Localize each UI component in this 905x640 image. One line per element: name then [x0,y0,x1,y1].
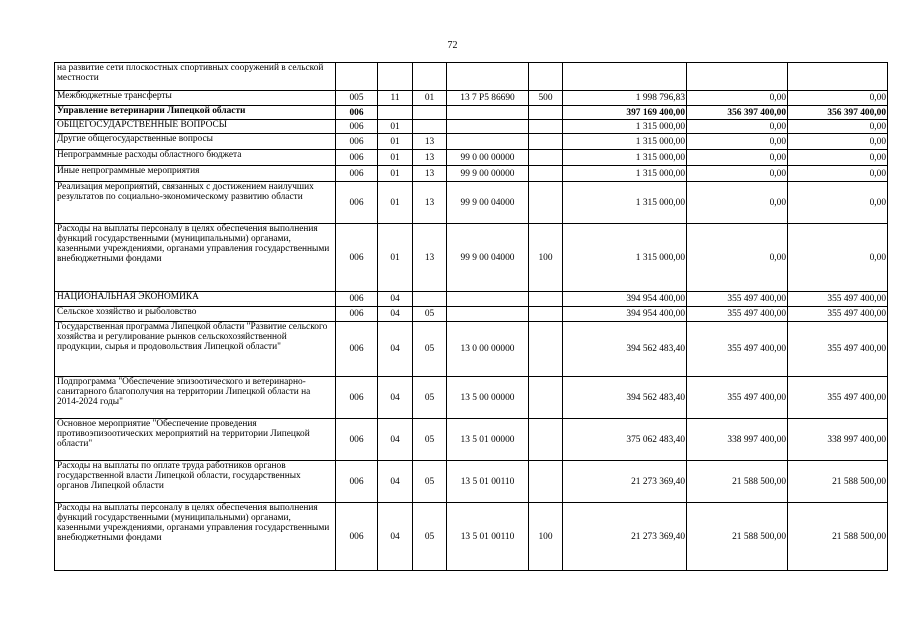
cell-amount-year2: 355 497 400,00 [687,307,788,322]
cell-ved: 006 [336,419,378,461]
cell-ved: 006 [336,503,378,571]
cell-ved: 006 [336,307,378,322]
cell-amount-year1: 394 954 400,00 [563,292,687,307]
cell-amount-year3: 355 497 400,00 [788,292,888,307]
cell-target-article: 99 0 00 00000 [447,150,529,166]
cell-section: 04 [378,503,413,571]
cell-subsection: 05 [413,307,447,322]
cell-amount-year1: 1 315 000,00 [563,166,687,182]
cell-amount-year2: 0,00 [687,91,788,106]
cell-target-article [447,63,529,91]
cell-amount-year2: 338 997 400,00 [687,419,788,461]
cell-section: 01 [378,150,413,166]
cell-expense-type: 100 [529,224,563,292]
table-row [55,134,888,150]
cell-target-article: 13 5 00 00000 [447,377,529,419]
cell-amount-year3: 21 588 500,00 [788,461,888,503]
table-row [55,166,888,182]
cell-name: Реализация мероприятий, связанных с достижением наилучших результатов по социально-экономическому развитию области [55,182,336,224]
cell-target-article: 99 9 00 04000 [447,224,529,292]
cell-name: Подпрограмма "Обеспечение эпизоотического и ветеринарно-санитарного благополучия на территории Липецкой области на 2014-2024 годы" [55,377,336,419]
cell-expense-type [529,106,563,120]
cell-subsection [413,292,447,307]
cell-expense-type [529,182,563,224]
table-row [55,120,888,134]
cell-section: 01 [378,134,413,150]
cell-ved [336,63,378,91]
page-number: 72 [447,40,458,51]
cell-target-article [447,106,529,120]
cell-amount-year3: 0,00 [788,91,888,106]
cell-ved: 006 [336,377,378,419]
cell-name: Непрограммные расходы областного бюджета [55,150,336,166]
cell-amount-year2: 0,00 [687,182,788,224]
cell-amount-year3: 21 588 500,00 [788,503,888,571]
cell-target-article: 13 5 01 00110 [447,461,529,503]
cell-amount-year1: 394 562 483,40 [563,322,687,377]
cell-subsection: 05 [413,377,447,419]
table-row [55,419,888,461]
cell-target-article [447,120,529,134]
cell-section [378,63,413,91]
table-row [55,503,888,571]
table-row [55,224,888,292]
cell-ved: 006 [336,182,378,224]
cell-amount-year3: 0,00 [788,150,888,166]
cell-name: Расходы на выплаты по оплате труда работников органов государственной власти Липецкой области, государственных органов Липецкой области [55,461,336,503]
cell-ved: 006 [336,106,378,120]
cell-section [378,106,413,120]
cell-ved: 006 [336,166,378,182]
cell-amount-year3 [788,63,888,91]
cell-name: Государственная программа Липецкой области "Развитие сельского хозяйства и регулирование рынков сельскохозяйственной продукции, сырья и продовольствия Липецкой области" [55,322,336,377]
cell-ved: 006 [336,461,378,503]
cell-amount-year2 [687,63,788,91]
cell-expense-type [529,461,563,503]
cell-subsection: 13 [413,182,447,224]
cell-amount-year2: 355 497 400,00 [687,322,788,377]
cell-expense-type [529,134,563,150]
cell-amount-year2: 356 397 400,00 [687,106,788,120]
cell-expense-type [529,292,563,307]
table-row [55,106,888,120]
cell-section: 04 [378,419,413,461]
cell-name: Сельское хозяйство и рыболовство [55,307,336,322]
cell-subsection: 05 [413,322,447,377]
cell-section: 04 [378,377,413,419]
cell-section: 04 [378,292,413,307]
cell-amount-year1: 21 273 369,40 [563,461,687,503]
cell-ved: 006 [336,150,378,166]
cell-amount-year3: 0,00 [788,182,888,224]
cell-amount-year1: 1 315 000,00 [563,224,687,292]
cell-amount-year2: 0,00 [687,224,788,292]
cell-amount-year3: 338 997 400,00 [788,419,888,461]
cell-amount-year3: 0,00 [788,166,888,182]
cell-amount-year2: 0,00 [687,150,788,166]
cell-amount-year3: 0,00 [788,134,888,150]
cell-name: ОБЩЕГОСУДАРСТВЕННЫЕ ВОПРОСЫ [55,120,336,134]
cell-amount-year1: 1 998 796,83 [563,91,687,106]
cell-amount-year3: 0,00 [788,224,888,292]
cell-subsection: 01 [413,91,447,106]
cell-subsection: 13 [413,150,447,166]
cell-amount-year1: 1 315 000,00 [563,150,687,166]
cell-expense-type [529,120,563,134]
cell-section: 01 [378,224,413,292]
table-row [55,461,888,503]
cell-target-article: 13 0 00 00000 [447,322,529,377]
cell-ved: 006 [336,120,378,134]
cell-expense-type [529,63,563,91]
cell-expense-type: 500 [529,91,563,106]
cell-name: на развитие сети плоскостных спортивных сооружений в сельской местности [55,63,336,91]
cell-ved: 006 [336,134,378,150]
table-body [55,63,888,571]
cell-ved: 006 [336,322,378,377]
cell-subsection [413,63,447,91]
cell-subsection: 13 [413,224,447,292]
cell-amount-year2: 0,00 [687,120,788,134]
table-row [55,322,888,377]
cell-target-article: 13 5 01 00000 [447,419,529,461]
cell-name: Основное мероприятие "Обеспечение проведения противоэпизоотических мероприятий на территории Липецкой области" [55,419,336,461]
cell-amount-year1: 394 562 483,40 [563,377,687,419]
cell-amount-year1: 21 273 369,40 [563,503,687,571]
cell-ved: 005 [336,91,378,106]
cell-name: НАЦИОНАЛЬНАЯ ЭКОНОМИКА [55,292,336,307]
cell-expense-type [529,150,563,166]
cell-name: Межбюджетные трансферты [55,91,336,106]
cell-amount-year2: 21 588 500,00 [687,503,788,571]
cell-amount-year1: 375 062 483,40 [563,419,687,461]
cell-amount-year3: 355 497 400,00 [788,307,888,322]
cell-amount-year2: 355 497 400,00 [687,377,788,419]
cell-amount-year3: 0,00 [788,120,888,134]
cell-expense-type [529,377,563,419]
cell-expense-type: 100 [529,503,563,571]
table-row [55,63,888,91]
cell-section: 04 [378,322,413,377]
cell-subsection: 13 [413,134,447,150]
cell-subsection [413,120,447,134]
cell-name: Управление ветеринарии Липецкой области [55,106,336,120]
table-row [55,292,888,307]
cell-name: Расходы на выплаты персоналу в целях обеспечения выполнения функций государственными (муниципальными) органами, казенными учреждениями, органами управления государственными внебюджетными фондами [55,503,336,571]
cell-expense-type [529,419,563,461]
cell-target-article: 13 5 01 00110 [447,503,529,571]
cell-amount-year3: 355 497 400,00 [788,322,888,377]
cell-expense-type [529,307,563,322]
cell-name: Другие общегосударственные вопросы [55,134,336,150]
cell-section: 01 [378,182,413,224]
cell-section: 04 [378,307,413,322]
cell-subsection: 05 [413,503,447,571]
cell-target-article: 99 9 00 00000 [447,166,529,182]
cell-ved: 006 [336,224,378,292]
cell-subsection: 05 [413,461,447,503]
cell-name: Иные непрограммные мероприятия [55,166,336,182]
cell-target-article [447,307,529,322]
cell-amount-year3: 355 497 400,00 [788,377,888,419]
cell-amount-year2: 21 588 500,00 [687,461,788,503]
table-row [55,150,888,166]
cell-target-article [447,134,529,150]
cell-expense-type [529,322,563,377]
cell-section: 04 [378,461,413,503]
cell-subsection: 05 [413,419,447,461]
budget-table [54,62,888,571]
cell-amount-year1: 1 315 000,00 [563,134,687,150]
table-row [55,377,888,419]
cell-target-article [447,292,529,307]
cell-amount-year2: 0,00 [687,134,788,150]
cell-subsection [413,106,447,120]
cell-amount-year1: 397 169 400,00 [563,106,687,120]
cell-amount-year1 [563,63,687,91]
table-row [55,307,888,322]
table-row [55,182,888,224]
cell-amount-year1: 1 315 000,00 [563,182,687,224]
cell-target-article: 99 9 00 04000 [447,182,529,224]
cell-target-article: 13 7 P5 86690 [447,91,529,106]
cell-name: Расходы на выплаты персоналу в целях обеспечения выполнения функций государственными (муниципальными) органами, казенными учреждениями, органами управления государственными внебюджетными фондами [55,224,336,292]
cell-expense-type [529,166,563,182]
cell-amount-year3: 356 397 400,00 [788,106,888,120]
cell-amount-year1: 1 315 000,00 [563,120,687,134]
cell-amount-year2: 355 497 400,00 [687,292,788,307]
table-row [55,91,888,106]
cell-section: 11 [378,91,413,106]
cell-subsection: 13 [413,166,447,182]
cell-ved: 006 [336,292,378,307]
cell-amount-year1: 394 954 400,00 [563,307,687,322]
cell-amount-year2: 0,00 [687,166,788,182]
cell-section: 01 [378,166,413,182]
cell-section: 01 [378,120,413,134]
